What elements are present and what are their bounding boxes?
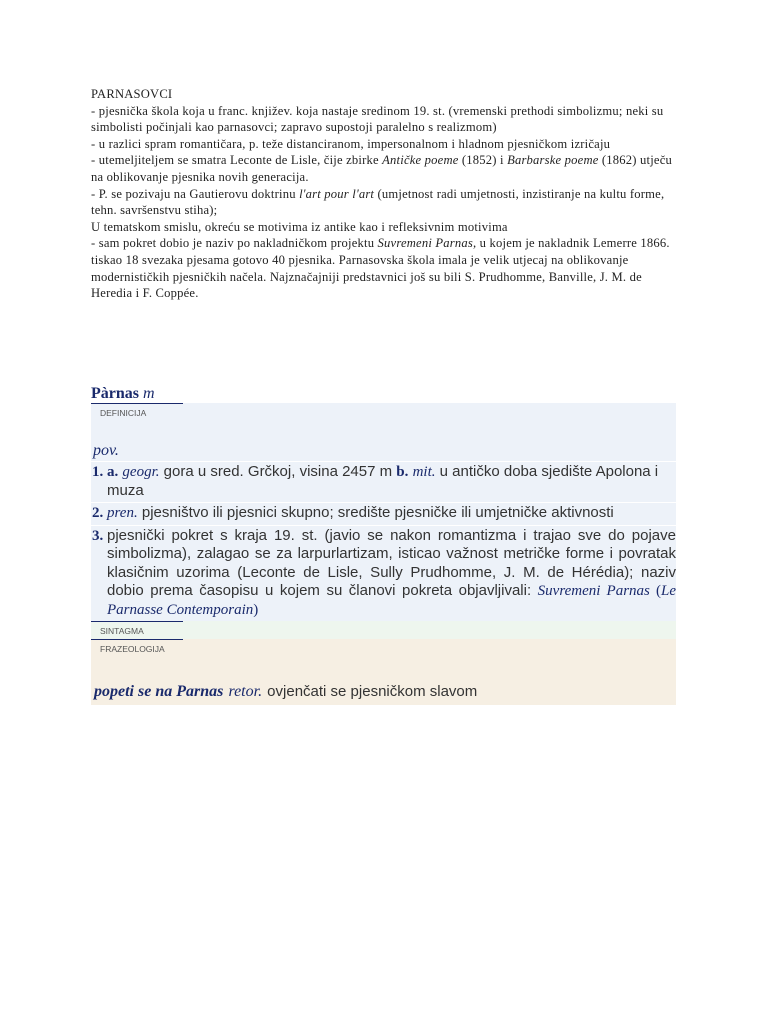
- journal-original-title: Le Parnasse Contemporain: [107, 583, 677, 618]
- sintagma-section: [91, 621, 676, 639]
- sense-body: [107, 527, 676, 620]
- notes-italic-title: Barbarske poeme: [507, 153, 599, 168]
- journal-title: Suvremeni Parnas: [537, 583, 650, 599]
- sense-text: pjesnički pokret s kraja 19. st. (javio se nakon romantizma i trajao sve do pojave simbolizma), zalagao se za larpurlartizam, isticao važnost metričke forme i povratak klasičnim uzorima (Leconte de Lisle, Sully Prudhomme, J. M. de Hérédia); naziv dobio prema časopisu u kojem su članovi pokreta objavljivali:: [107, 526, 676, 599]
- idiom: [91, 681, 676, 705]
- sense-body: [107, 504, 676, 523]
- notes-text: [91, 86, 681, 302]
- entry-headword: [91, 385, 676, 403]
- sense-2: [91, 502, 676, 525]
- field-mark: mit.: [412, 464, 436, 480]
- dictionary-entry: [91, 385, 676, 705]
- sense-body: [107, 463, 676, 500]
- headword-gender: m: [143, 385, 155, 402]
- notes-text-run: (1862) utječu na oblikovanje pjesnika novih generacija.: [91, 153, 672, 184]
- notes-text-run: (umjetnost radi umjetnosti, inzistiranje na kultu forme, tehn. savršenstvu stiha);: [91, 186, 665, 218]
- sense-text: gora u sred. Grčkoj, visina 2457 m: [159, 463, 397, 480]
- notes-text-run: - sam pokret dobio je naziv po nakladničkom projektu: [91, 236, 378, 251]
- notes-paragraph-6: [91, 235, 681, 301]
- notes-paragraph-5: U tematskom smislu, okreću se motivima iz antike kao i refleksivnim motivima: [91, 219, 508, 234]
- sense-text: pjesništvo ili pjesnici skupno; središte pjesničke ili umjetničke aktivnosti: [137, 504, 614, 521]
- notes-paragraph-1: - pjesnička škola koja u franc. književ. koja nastaje sredinom 19. st. (vremenski prethodi simbolizmu; neki su simbolisti počinjali kao parnasovci; zapravo supostoji paralelno s realizmom): [91, 103, 664, 135]
- sense-number: 3.: [92, 527, 104, 544]
- definition-section: [91, 403, 676, 621]
- tab-frazeologija[interactable]: FRAZEOLOGIJA: [91, 639, 183, 657]
- sense-number: 1.: [92, 464, 104, 480]
- notes-paragraph-4: [91, 186, 681, 219]
- notes-text-run: - utemeljiteljem se smatra Leconte de Lisle, čije zbirke: [91, 153, 383, 168]
- notes-text-run: u kojem je nakladnik Lemerre 1866. tiskao 18 svezaka pjesama gotovo 40 pjesnika. Parnasovska škola imala je velik utjecaj na oblikovanje modernističkih pjesničkih načela. Najznačajniji predstavnici još su bili S. Prudhomme, Banville, J. M. de Heredia i F. Coppée.: [91, 236, 670, 301]
- paren: (: [649, 583, 662, 599]
- subsense-label: a.: [107, 464, 119, 480]
- sense-text: u antičko doba sjedište Apolona i muza: [107, 463, 659, 499]
- notes-title: PARNASOVCI: [91, 87, 173, 101]
- notes-italic-title: Suvremeni Parnas,: [377, 236, 477, 251]
- notes-italic-title: Antičke poeme: [382, 153, 459, 168]
- field-mark: pren.: [107, 505, 138, 521]
- subsense-label: b.: [396, 464, 409, 480]
- notes-paragraph-3: [91, 152, 681, 185]
- notes-text-run: (1852) i: [458, 153, 508, 168]
- paren: ): [253, 601, 259, 618]
- tab-sintagma[interactable]: SINTAGMA: [91, 621, 183, 639]
- idiom-style-mark: retor.: [228, 683, 263, 700]
- field-mark: geogr.: [122, 464, 160, 480]
- sense-1: [91, 461, 676, 502]
- notes-text-run: - P. se pozivaju na Gautierovu doktrinu: [91, 186, 300, 201]
- sense-number: 2.: [92, 505, 104, 521]
- idiom-phrase: popeti se na Parnas: [94, 683, 224, 700]
- tab-definicija[interactable]: DEFINICIJA: [91, 403, 183, 421]
- headword-text: Pàrnas: [91, 385, 139, 402]
- usage-label-pov: pov.: [93, 442, 119, 459]
- notes-paragraph-2: - u razlici spram romantičara, p. teže distanciranom, impersonalnom i hladnom pjesničkom izričaju: [91, 136, 611, 151]
- idiom-gloss: ovjenčati se pjesničkom slavom: [267, 683, 478, 700]
- sense-3: [91, 525, 676, 622]
- notes-italic-term: l'art pour l'art: [299, 186, 375, 201]
- frazeologija-section: [91, 639, 676, 705]
